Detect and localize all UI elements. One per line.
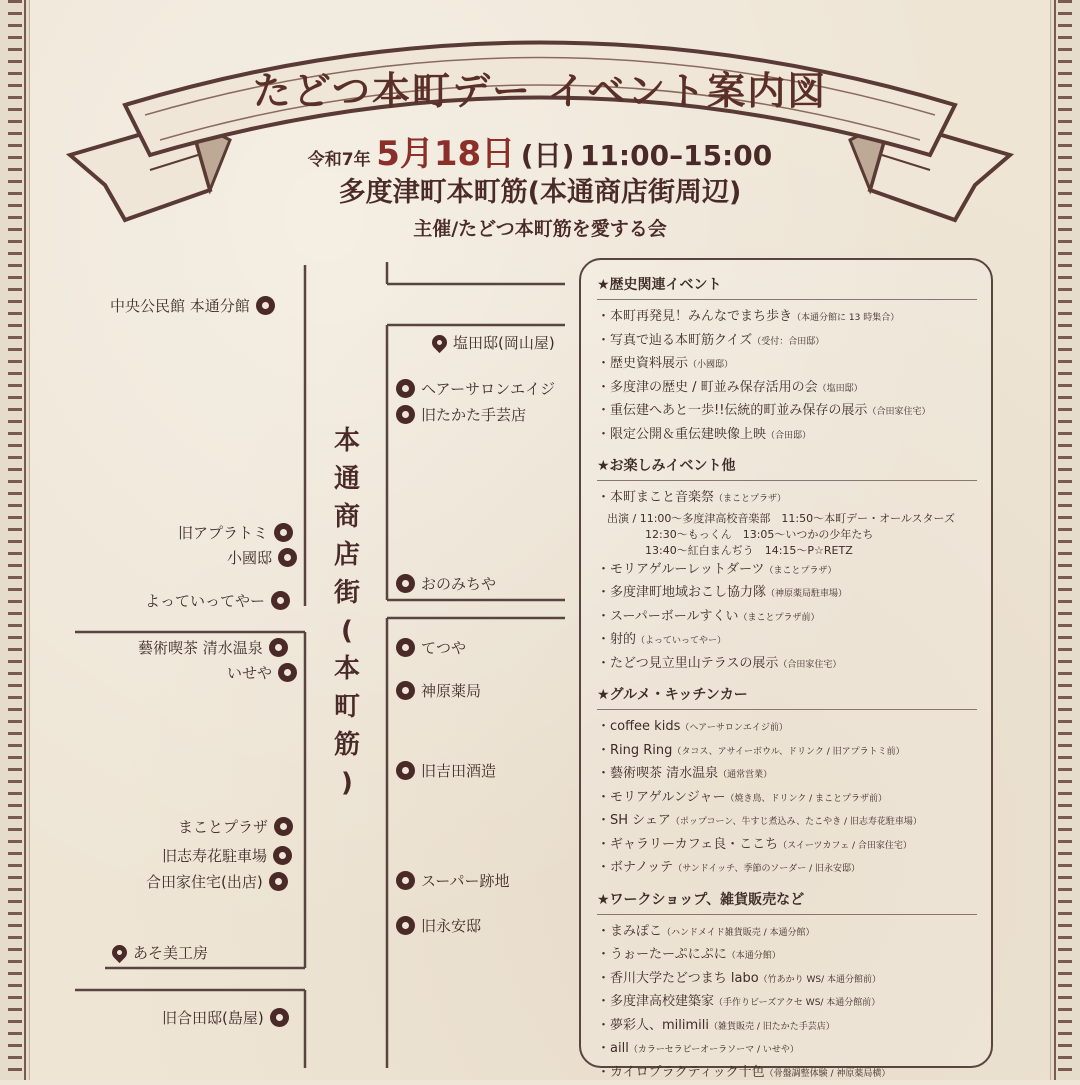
spot-iseya[interactable] — [227, 662, 297, 683]
event-item: ・カイロプラクティック十色（骨盤調整体験 / 神原薬局横） — [597, 1062, 977, 1085]
spot-chuo-kominkan[interactable] — [110, 295, 275, 316]
page-title: たどつ本町デー イベント案内図 — [250, 60, 830, 115]
spot-old-shizuka-parking[interactable] — [162, 845, 292, 866]
location-marker-icon — [278, 663, 297, 682]
event-list-panel — [579, 258, 993, 1068]
lineup-line: 13:40～紅白まんぢう 14:15～P☆RETZ — [597, 543, 977, 559]
location-marker-icon — [396, 405, 415, 424]
location-marker-icon — [274, 817, 293, 836]
event-item: ・多度津町地域おこし協力隊（神原薬局駐車場） — [597, 582, 977, 606]
map-pin-icon — [429, 332, 450, 353]
event-item: ・まみぽこ（ハンドメイド雑貨販売 / 本通分館） — [597, 921, 977, 945]
spot-label: 旧吉田酒造 — [421, 760, 496, 781]
spot-old-goda-tei[interactable] — [162, 1007, 289, 1028]
event-item: ・多度津の歴史 / 町並み保存活用の会（塩田邸） — [597, 377, 977, 401]
spot-label: 塩田邸(岡山屋) — [453, 332, 555, 353]
location-marker-icon — [396, 574, 415, 593]
date-time: 11:00–15:00 — [580, 139, 772, 172]
spot-old-apratomi[interactable] — [178, 522, 293, 543]
event-item: ・夢彩人、milimili（雑貨販売 / 旧たかた手芸店） — [597, 1015, 977, 1039]
spot-yotteittteya[interactable] — [145, 590, 290, 611]
spot-old-yoshida-brewery[interactable] — [396, 760, 496, 781]
spot-label: 旧たかた手芸店 — [421, 404, 526, 425]
spot-label: 神原薬局 — [421, 680, 481, 701]
spot-label: いせや — [227, 662, 272, 683]
date-weekday: (日) — [521, 139, 575, 172]
event-item: ・スーパーボールすくい（まことプラザ前） — [597, 606, 977, 630]
spot-label: あそ美工房 — [133, 942, 208, 963]
spot-oguni-tei[interactable] — [227, 547, 297, 568]
event-item: ・ボナノッテ（サンドイッチ、季節のソーダー / 旧永安邸） — [597, 857, 977, 881]
spot-tetsuya[interactable] — [396, 637, 466, 658]
location-marker-icon — [396, 681, 415, 700]
event-item: ・たどつ見立里山テラスの展示（合田家住宅） — [597, 653, 977, 677]
location-marker-icon — [396, 916, 415, 935]
location-marker-icon — [271, 591, 290, 610]
location-marker-icon — [273, 846, 292, 865]
location-marker-icon — [269, 872, 288, 891]
section-heading-workshop: ★ワークショップ、雑貨販売など — [597, 889, 977, 915]
event-item: ・限定公開＆重伝建映像上映（合田邸） — [597, 424, 977, 448]
location-marker-icon — [270, 1008, 289, 1027]
spot-label: ヘアーサロンエイジ — [421, 378, 555, 399]
event-item: ・aill（カラーセラピーオーラソーマ / いせや） — [597, 1038, 977, 1062]
event-item: ・重伝建へあと一歩!!伝統的町並み保存の展示（合田家住宅） — [597, 400, 977, 424]
spot-label: てつや — [421, 637, 466, 658]
event-item: ・多度津高校建築家（手作りビーズアクセ WS/ 本通分館前） — [597, 991, 977, 1015]
spot-asobi-kobo[interactable] — [112, 942, 208, 963]
spot-label: 旧志寿花駐車場 — [162, 845, 267, 866]
event-item: ・モリアゲルンジャー（焼き鳥、ドリンク / まことプラザ前） — [597, 787, 977, 811]
event-item: ・Ring Ring（タコス、アサイーボウル、ドリンク / 旧アプラトミ前） — [597, 740, 977, 764]
spot-label: スーパー跡地 — [421, 870, 510, 891]
spot-supermarket-site[interactable] — [396, 870, 510, 891]
street-name-vertical: 本 通 商 店 街 ( 本 町 筋 ) — [330, 422, 364, 802]
section-heading-gourmet: ★グルメ・キッチンカー — [597, 684, 977, 710]
event-item: ・SH シェア（ポップコーン、牛すじ煮込み、たこやき / 旧志寿花駐車場） — [597, 810, 977, 834]
location-marker-icon — [278, 548, 297, 567]
event-item: ・香川大学たどつまち labo（竹あかり WS/ 本通分館前） — [597, 968, 977, 992]
spot-hair-salon-eiji[interactable] — [396, 378, 555, 399]
spot-onomichiya[interactable] — [396, 573, 496, 594]
location-marker-icon — [274, 523, 293, 542]
event-item: ・うぉーたーぷにぷに（本通分館） — [597, 944, 977, 968]
spot-kanbara-pharmacy[interactable] — [396, 680, 481, 701]
spot-label: 旧合田邸(島屋) — [162, 1007, 264, 1028]
location-marker-icon — [396, 871, 415, 890]
event-place: 多度津町本町筋(本通商店街周辺) — [0, 170, 1080, 209]
spot-label: 藝術喫茶 清水温泉 — [138, 637, 263, 658]
event-item: ・藝術喫茶 清水温泉（通常営業） — [597, 763, 977, 787]
map-pin-icon — [109, 942, 130, 963]
event-item: ・写真で辿る本町筋クイズ（受付：合田邸） — [597, 330, 977, 354]
spot-label: 中央公民館 本通分館 — [110, 295, 250, 316]
event-item: ・歴史資料展示（小國邸） — [597, 353, 977, 377]
spot-label: 旧アプラトミ — [178, 522, 268, 543]
spot-label: おのみちや — [421, 573, 496, 594]
spot-label: 小國邸 — [227, 547, 272, 568]
location-marker-icon — [396, 379, 415, 398]
event-item: ・射的（よっていってやー） — [597, 629, 977, 653]
spot-goda-house[interactable] — [146, 871, 288, 892]
event-item: ・モリアゲルーレットダーツ（まことプラザ） — [597, 559, 977, 583]
event-organizer: 主催/たどつ本町筋を愛する会 — [0, 214, 1080, 241]
spot-label: 旧永安邸 — [421, 915, 481, 936]
date-era: 令和7年 — [308, 150, 371, 170]
event-item: ・coffee kids（ヘアーサロンエイジ前） — [597, 716, 977, 740]
event-item: ・本町再発見！みんなでまち歩き（本通分館に 13 時集合） — [597, 306, 977, 330]
spot-shioda-tei[interactable] — [432, 332, 555, 353]
location-marker-icon — [269, 638, 288, 657]
spot-old-takata-shugeiten[interactable] — [396, 404, 526, 425]
location-marker-icon — [256, 296, 275, 315]
spot-old-einan-tei[interactable] — [396, 915, 481, 936]
lineup-line: 出演 / 11:00～多度津高校音楽部 11:50～本町デー・オールスターズ — [597, 511, 977, 527]
spot-label: よっていってやー — [145, 590, 265, 611]
event-item: ・ギャラリーカフェ良・ここち（スイーツカフェ / 合田家住宅） — [597, 834, 977, 858]
event-item: ・本町まこと音楽祭（まことプラザ） — [597, 487, 977, 511]
lineup-line: 12:30～もっくん 13:05～いつかの少年たち — [597, 527, 977, 543]
spot-label: まことプラザ — [178, 816, 268, 837]
spot-makoto-plaza[interactable] — [178, 816, 293, 837]
section-heading-history: ★歴史関連イベント — [597, 274, 977, 300]
spot-geijutsu-kissa[interactable] — [138, 637, 288, 658]
location-marker-icon — [396, 761, 415, 780]
section-heading-fun: ★お楽しみイベント他 — [597, 455, 977, 481]
date-month-day: 5月18日 — [376, 134, 515, 174]
spot-label: 合田家住宅(出店) — [146, 871, 263, 892]
location-marker-icon — [396, 638, 415, 657]
